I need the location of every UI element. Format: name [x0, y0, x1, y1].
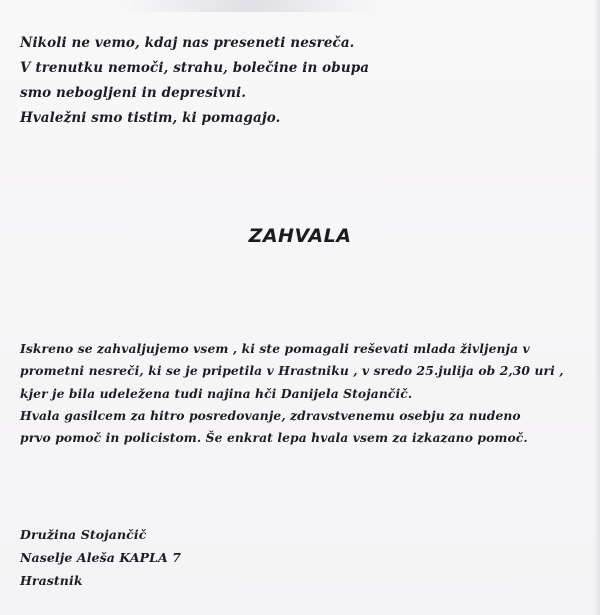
body-line: Iskreno se zahvaljujemo vsem , ki ste pomagali reševati mlada življenja v: [20, 341, 530, 356]
page-edge: [594, 0, 600, 615]
intro-line: smo nebogljeni in depresivni.: [20, 85, 247, 101]
signature-family: Družina Stojančič: [20, 527, 147, 542]
body-line: prometni nesreči, ki se je pripetila v Hrastniku , v sredo 25.julija ob 2,30 uri ,: [20, 363, 564, 378]
scan-shadow: [120, 0, 380, 12]
intro-line: Nikoli ne vemo, kdaj nas preseneti nesreča.: [20, 35, 355, 51]
body-line: kjer je bila udeležena tudi najina hči Danijela Stojančič.: [20, 386, 413, 401]
body-line: prvo pomoč in policistom. Še enkrat lepa hvala vsem za izkazano pomoč.: [20, 430, 528, 445]
intro-line: V trenutku nemoči, strahu, bolečine in obupa: [20, 60, 370, 76]
intro-line: Hvaležni smo tistim, ki pomagajo.: [20, 110, 281, 126]
signature-town: Hrastnik: [20, 573, 83, 588]
signature-address: Naselje Aleša KAPLA 7: [20, 550, 182, 565]
body-line: Hvala gasilcem za hitro posredovanje, zdravstvenemu osebju za nudeno: [20, 408, 521, 423]
document-title: ZAHVALA: [248, 224, 352, 247]
